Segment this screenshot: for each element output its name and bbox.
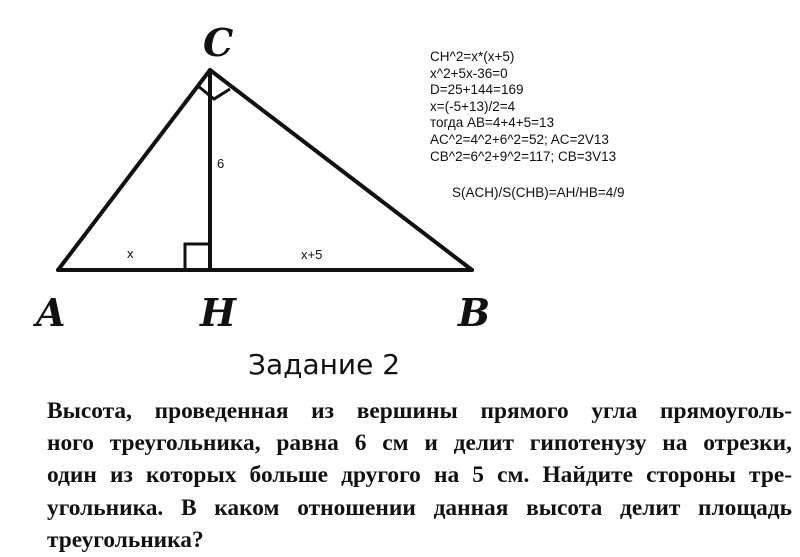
problem-text	[47, 395, 792, 556]
vertex-label-h: H	[200, 290, 236, 335]
problem-line: ного треугольника, равна 6 см и делит гипотенузу на отрезки,	[47, 430, 792, 457]
solution-line: CB^2=6^2+9^2=117; CB=3V13	[430, 148, 617, 164]
solution-line: AC^2=4^2+6^2=52; AC=2V13	[430, 131, 609, 147]
task-title: Задание 2	[248, 348, 401, 381]
right-angle-mark-c	[198, 86, 230, 99]
segment-ah-label: x	[127, 246, 134, 261]
solution-line: x^2+5x-36=0	[430, 65, 508, 81]
solution-line: D=25+144=169	[430, 82, 524, 98]
problem-line: Высота, проведенная из вершины прямого угла прямоуголь-	[47, 398, 792, 424]
problem-line: треугольника?	[47, 526, 204, 553]
solution-line: x=(-5+13)/2=4	[430, 98, 516, 114]
segment-hb-label: x+5	[301, 247, 323, 262]
vertex-label-a: A	[36, 290, 66, 335]
problem-line: один из которых больше другого на 5 см. Найдите стороны тре-	[47, 462, 792, 489]
right-angle-mark-h	[185, 244, 210, 270]
problem-line: угольника. В каком отношении данная высота делит площадь	[47, 494, 792, 521]
height-label: 6	[217, 156, 225, 171]
side-ac	[58, 70, 210, 270]
solution-line: CH^2=x*(x+5)	[430, 49, 515, 64]
vertex-label-b: B	[458, 290, 491, 335]
vertex-label-c: C	[203, 20, 234, 65]
solution-block	[430, 49, 730, 165]
area-ratio-line: S(ACH)/S(CHB)=AH/HB=4/9	[452, 185, 625, 200]
solution-line: тогда AB=4+4+5=13	[430, 115, 555, 131]
